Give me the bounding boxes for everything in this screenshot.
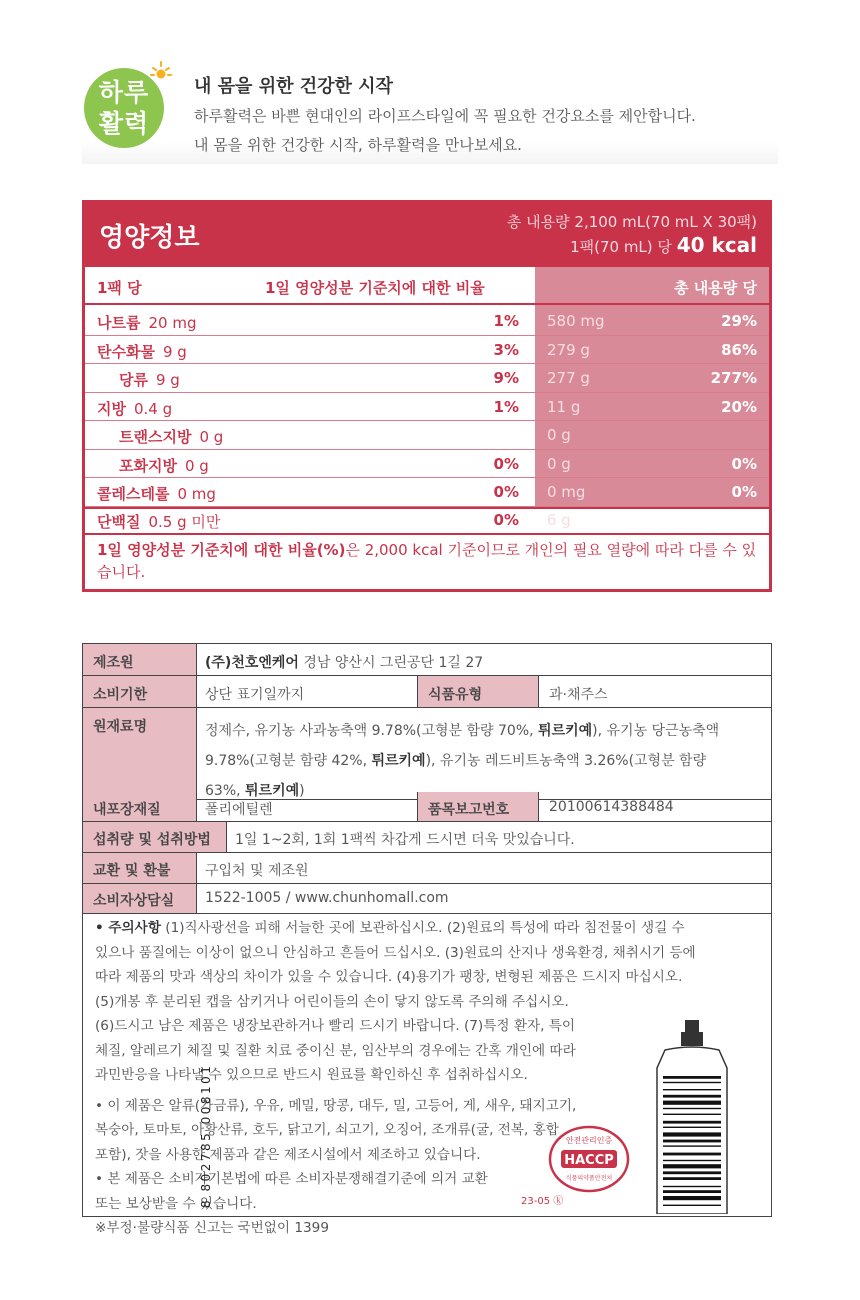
info-label: 소비기한 <box>83 676 197 707</box>
nutrient-amount: 9 g <box>155 371 180 389</box>
precautions-text: • 주의사항 (1)직사광선을 피해 서늘한 곳에 보관하십시오. (2)원료의 특성에 따라 침전물이 생길 수 있으나 품질에는 이상이 없으니 안심하고 흔들어 드십시오. (3)원료의 산지나 생육환경, 채취시기 등에 따라 제품의 맛과 색상의 차이가 있을 수 있습니다. (4)용기가 팽창, 변형된 제품은 드시지 마십시오. (5)개봉 후 분리된 캡을 삼키거나 어린이들의 손이 닿지 않도록 주의해 주십시오. (6)드시고 남은 제품은 냉장보관하거나 빨리 드시기 바랍니다. (7)특정 환자, 특이 체질, 알레르기 체질 및 질환 치료 중이신 분, 임산부의 경우에는 간혹 개인에 따라 과민반응을 나타낼 수 있으므로 반드시 원료를 확인하신 후 섭취하십시오. • 이 제품은 알류(가금류), 우유, 메밀, 땅콩, 대두, 밀, 고등어, 게, 새우, 돼지고기, 복숭아, 토마토, 아황산류, 호두, 닭고기, 쇠고기, 오징어, 조개류(굴, 전복, 홍합 포함), 잣을 사용한 제품과 같은 제조시설에서 제조하고 있습니다. • 본 제품은 소비자기본법에 따른 소비자분쟁해결기준에 의거 교환 또는 보상받을 수 있습니다. ※부정·불량식품 신고는 국번없이 1399 <box>95 916 765 1241</box>
nutrient-amount: 9 g <box>162 342 187 361</box>
info-label: 소비자상담실 <box>83 884 197 913</box>
barcode-bar <box>663 1171 721 1174</box>
info-value: 1일 1~2회, 1회 1팩씩 차갑게 드시면 더욱 맛있습니다. <box>235 832 575 848</box>
nutrient-row-protein <box>85 506 769 535</box>
column-header-per-pack: 1팩 당 <box>97 279 142 297</box>
info-value: 1522-1005 / www.chunhomall.com <box>205 890 449 906</box>
info-value: 과·채주스 <box>549 687 608 703</box>
nutrient-row-cholesterol <box>85 478 769 507</box>
manufacturer-name: (주)천호엔케어 <box>205 655 299 671</box>
barcode-number: 8 802785 008101 <box>199 1063 213 1208</box>
nutrient-total-pct: 20% <box>721 397 757 416</box>
logo-line-1: 하루 <box>98 78 150 107</box>
nutrient-daily-pct: 3% <box>493 340 519 359</box>
nutrient-row-sugars <box>85 364 769 393</box>
barcode-bar <box>663 1177 721 1180</box>
brand-logo-text <box>84 77 164 139</box>
per-pack-label: 1팩(70 mL) 당 <box>570 238 672 256</box>
nutrient-name: 단백질 <box>97 513 141 531</box>
nutrient-amount: 0.5 g 미만 <box>148 513 221 531</box>
brand-header <box>82 60 778 164</box>
nutrient-total-pct: 11% <box>721 511 757 529</box>
barcode-bar <box>663 1132 721 1136</box>
barcode-bar <box>663 1140 721 1143</box>
footnote-rest: 은 2,000 kcal 기준이므로 개인의 필요 열량에 따라 다를 수 있습니다. <box>97 541 757 581</box>
refund-notice: • 본 제품은 소비자기본법에 따른 소비자분쟁해결기준에 의거 교환 <box>95 1171 488 1187</box>
nutrient-row-sodium <box>85 307 769 336</box>
barcode-bar <box>663 1205 721 1206</box>
svg-text:안전관리인증: 안전관리인증 <box>565 1136 613 1145</box>
barcode-bar <box>663 1196 721 1200</box>
info-row-intake <box>83 822 771 853</box>
nutrient-amount: 0 g <box>184 456 209 475</box>
nutrient-name: 탄수화물 <box>97 342 155 361</box>
barcode-bar <box>663 1145 721 1146</box>
column-header-daily-ratio: 1일 영양성분 기준치에 대한 비율 <box>265 279 485 297</box>
info-label: 품목보고번호 <box>417 792 539 821</box>
nutrient-daily-pct: 1% <box>493 397 519 416</box>
info-label: 제조원 <box>83 644 197 675</box>
info-row-exchange <box>83 853 771 884</box>
nutrient-total-pct: 0% <box>731 454 757 473</box>
nutrient-name: 포화지방 <box>119 456 177 475</box>
barcode-bar <box>663 1190 721 1193</box>
nutrient-total-pct: 29% <box>721 312 757 330</box>
nutrition-per-pack <box>570 233 757 257</box>
barcode-bar <box>663 1121 721 1124</box>
allergy-notice: • 이 제품은 알류(가금류), 우유, 메밀, 땅콩, 대두, 밀, 고등어, 게, 새우, 돼지고기, <box>95 1097 577 1114</box>
barcode-bar <box>663 1114 721 1115</box>
nutrient-amount: 20 mg <box>148 314 197 332</box>
nutrient-total-amount: 11 g <box>547 397 581 416</box>
sun-icon <box>150 60 172 82</box>
nutrient-total-amount: 0 g <box>547 426 571 444</box>
barcode-bar <box>663 1076 721 1079</box>
nutrient-daily-pct: 0% <box>493 454 519 473</box>
footnote-bold: 1일 영양성분 기준치에 대한 비율(%) <box>97 541 346 559</box>
info-value: 폴리에틸렌 <box>205 802 273 818</box>
barcode-bar <box>663 1101 721 1105</box>
info-label: 내포장재질 <box>83 792 197 821</box>
info-value: 구입처 및 제조원 <box>205 863 309 879</box>
caution-heading: • 주의사항 <box>95 920 161 936</box>
info-label: 식품유형 <box>417 676 539 707</box>
nutrient-total-amount: 0 mg <box>547 483 586 501</box>
brand-headline: 내 몸을 위한 건강한 시작 <box>194 76 393 97</box>
nutrition-footnote <box>97 539 757 583</box>
nutrient-amount: 0 g <box>199 428 224 446</box>
brand-description-line-1: 하루활력은 바쁜 현대인의 라이프스타일에 꼭 필요한 건강요소를 제안합니다. <box>194 107 696 125</box>
info-label: 원재료명 <box>83 708 197 799</box>
info-row-ingredients <box>83 708 771 800</box>
ingredients-text: 정제수, 유기농 사과농축액 9.78%(고형분 함량 70%, 튀르키예), 유기농 당근농축액 9.78%(고형분 함량 42%, 튀르키예), 유기농 레드비트농축액 3.26%(고형분 함량 63%, 튀르키예) <box>205 723 720 799</box>
info-value: 20100614388484 <box>549 799 674 815</box>
nutrient-total-amount: 580 mg <box>547 312 605 330</box>
nutrient-row-carbohydrate <box>85 336 769 365</box>
nutrient-total-pct: 277% <box>710 369 757 387</box>
barcode-bar <box>663 1127 721 1128</box>
nutrient-total-pct: 0% <box>731 483 757 501</box>
haccp-certification-seal-icon <box>548 1124 630 1194</box>
print-code: 23-05 ⓚ <box>521 1196 564 1207</box>
barcode-bar <box>663 1164 721 1168</box>
barcode-graphic <box>651 1018 767 1214</box>
info-value: 상단 표기일까지 <box>205 687 305 703</box>
nutrient-daily-pct: 0% <box>493 511 519 529</box>
nutrient-amount: 0 mg <box>177 485 216 503</box>
logo-line-2: 활력 <box>98 109 150 138</box>
nutrient-total-pct: 86% <box>721 340 757 359</box>
nutrient-total-amount: 0 g <box>547 454 571 473</box>
nutrient-row-saturated-fat <box>85 450 769 479</box>
info-label: 교환 및 환불 <box>83 853 197 883</box>
nutrient-daily-pct: 1% <box>493 312 519 330</box>
brand-description-line-2: 내 몸을 위한 건강한 시작, 하루활력을 만나보세요. <box>194 136 522 154</box>
barcode-bar <box>663 1082 721 1083</box>
nutrition-column-headers <box>85 267 769 305</box>
info-row-expiry <box>83 676 771 708</box>
info-value <box>205 652 483 672</box>
nutrient-name: 콜레스테롤 <box>97 485 170 503</box>
barcode-bar <box>663 1095 721 1098</box>
barcode-bar <box>663 1160 721 1161</box>
nutrient-row-fat <box>85 393 769 422</box>
barcode-bar <box>663 1089 721 1090</box>
barcode-bar <box>663 1153 721 1156</box>
product-info-table <box>82 643 772 1236</box>
nutrition-facts-panel <box>82 200 772 592</box>
korea-mark-icon: ⓚ <box>553 1196 564 1207</box>
barcode-bar <box>663 1108 721 1109</box>
nutrient-total-amount: 6 g <box>547 511 571 529</box>
report-notice: ※부정·불량식품 신고는 국번없이 1399 <box>95 1220 329 1236</box>
barcode-bar <box>663 1186 721 1187</box>
nutrient-name: 지방 <box>97 399 126 418</box>
nutrition-header-bar <box>85 203 769 267</box>
nutrition-title: 영양정보 <box>99 223 200 253</box>
nutrient-total-amount: 277 g <box>547 369 590 387</box>
info-label: 섭취량 및 섭취방법 <box>83 822 227 852</box>
nutrient-amount: 0.4 g <box>133 399 173 418</box>
barcode <box>651 1018 767 1214</box>
nutrient-daily-pct: 0% <box>493 483 519 501</box>
nutrient-daily-pct: 9% <box>493 369 519 387</box>
nutrition-total-volume: 총 내용량 2,100 mL(70 mL X 30팩) <box>506 213 757 231</box>
svg-text:식품의약품안전처: 식품의약품안전처 <box>565 1175 613 1182</box>
nutrient-name: 당류 <box>119 371 148 389</box>
column-header-total: 총 내용량 당 <box>674 279 757 297</box>
info-row-manufacturer <box>83 644 771 676</box>
nutrient-name: 나트륨 <box>97 314 141 332</box>
info-row-packaging <box>83 792 771 822</box>
nutrient-row-trans-fat <box>85 421 769 450</box>
nutrient-name: 트랜스지방 <box>119 428 192 446</box>
manufacturer-address: 경남 양산시 그린공단 1길 27 <box>298 655 484 671</box>
info-row-consumer-center <box>83 884 771 914</box>
per-pack-kcal: 40 kcal <box>676 233 757 257</box>
nutrient-total-amount: 279 g <box>547 340 590 359</box>
svg-text:HACCP: HACCP <box>564 1153 614 1168</box>
